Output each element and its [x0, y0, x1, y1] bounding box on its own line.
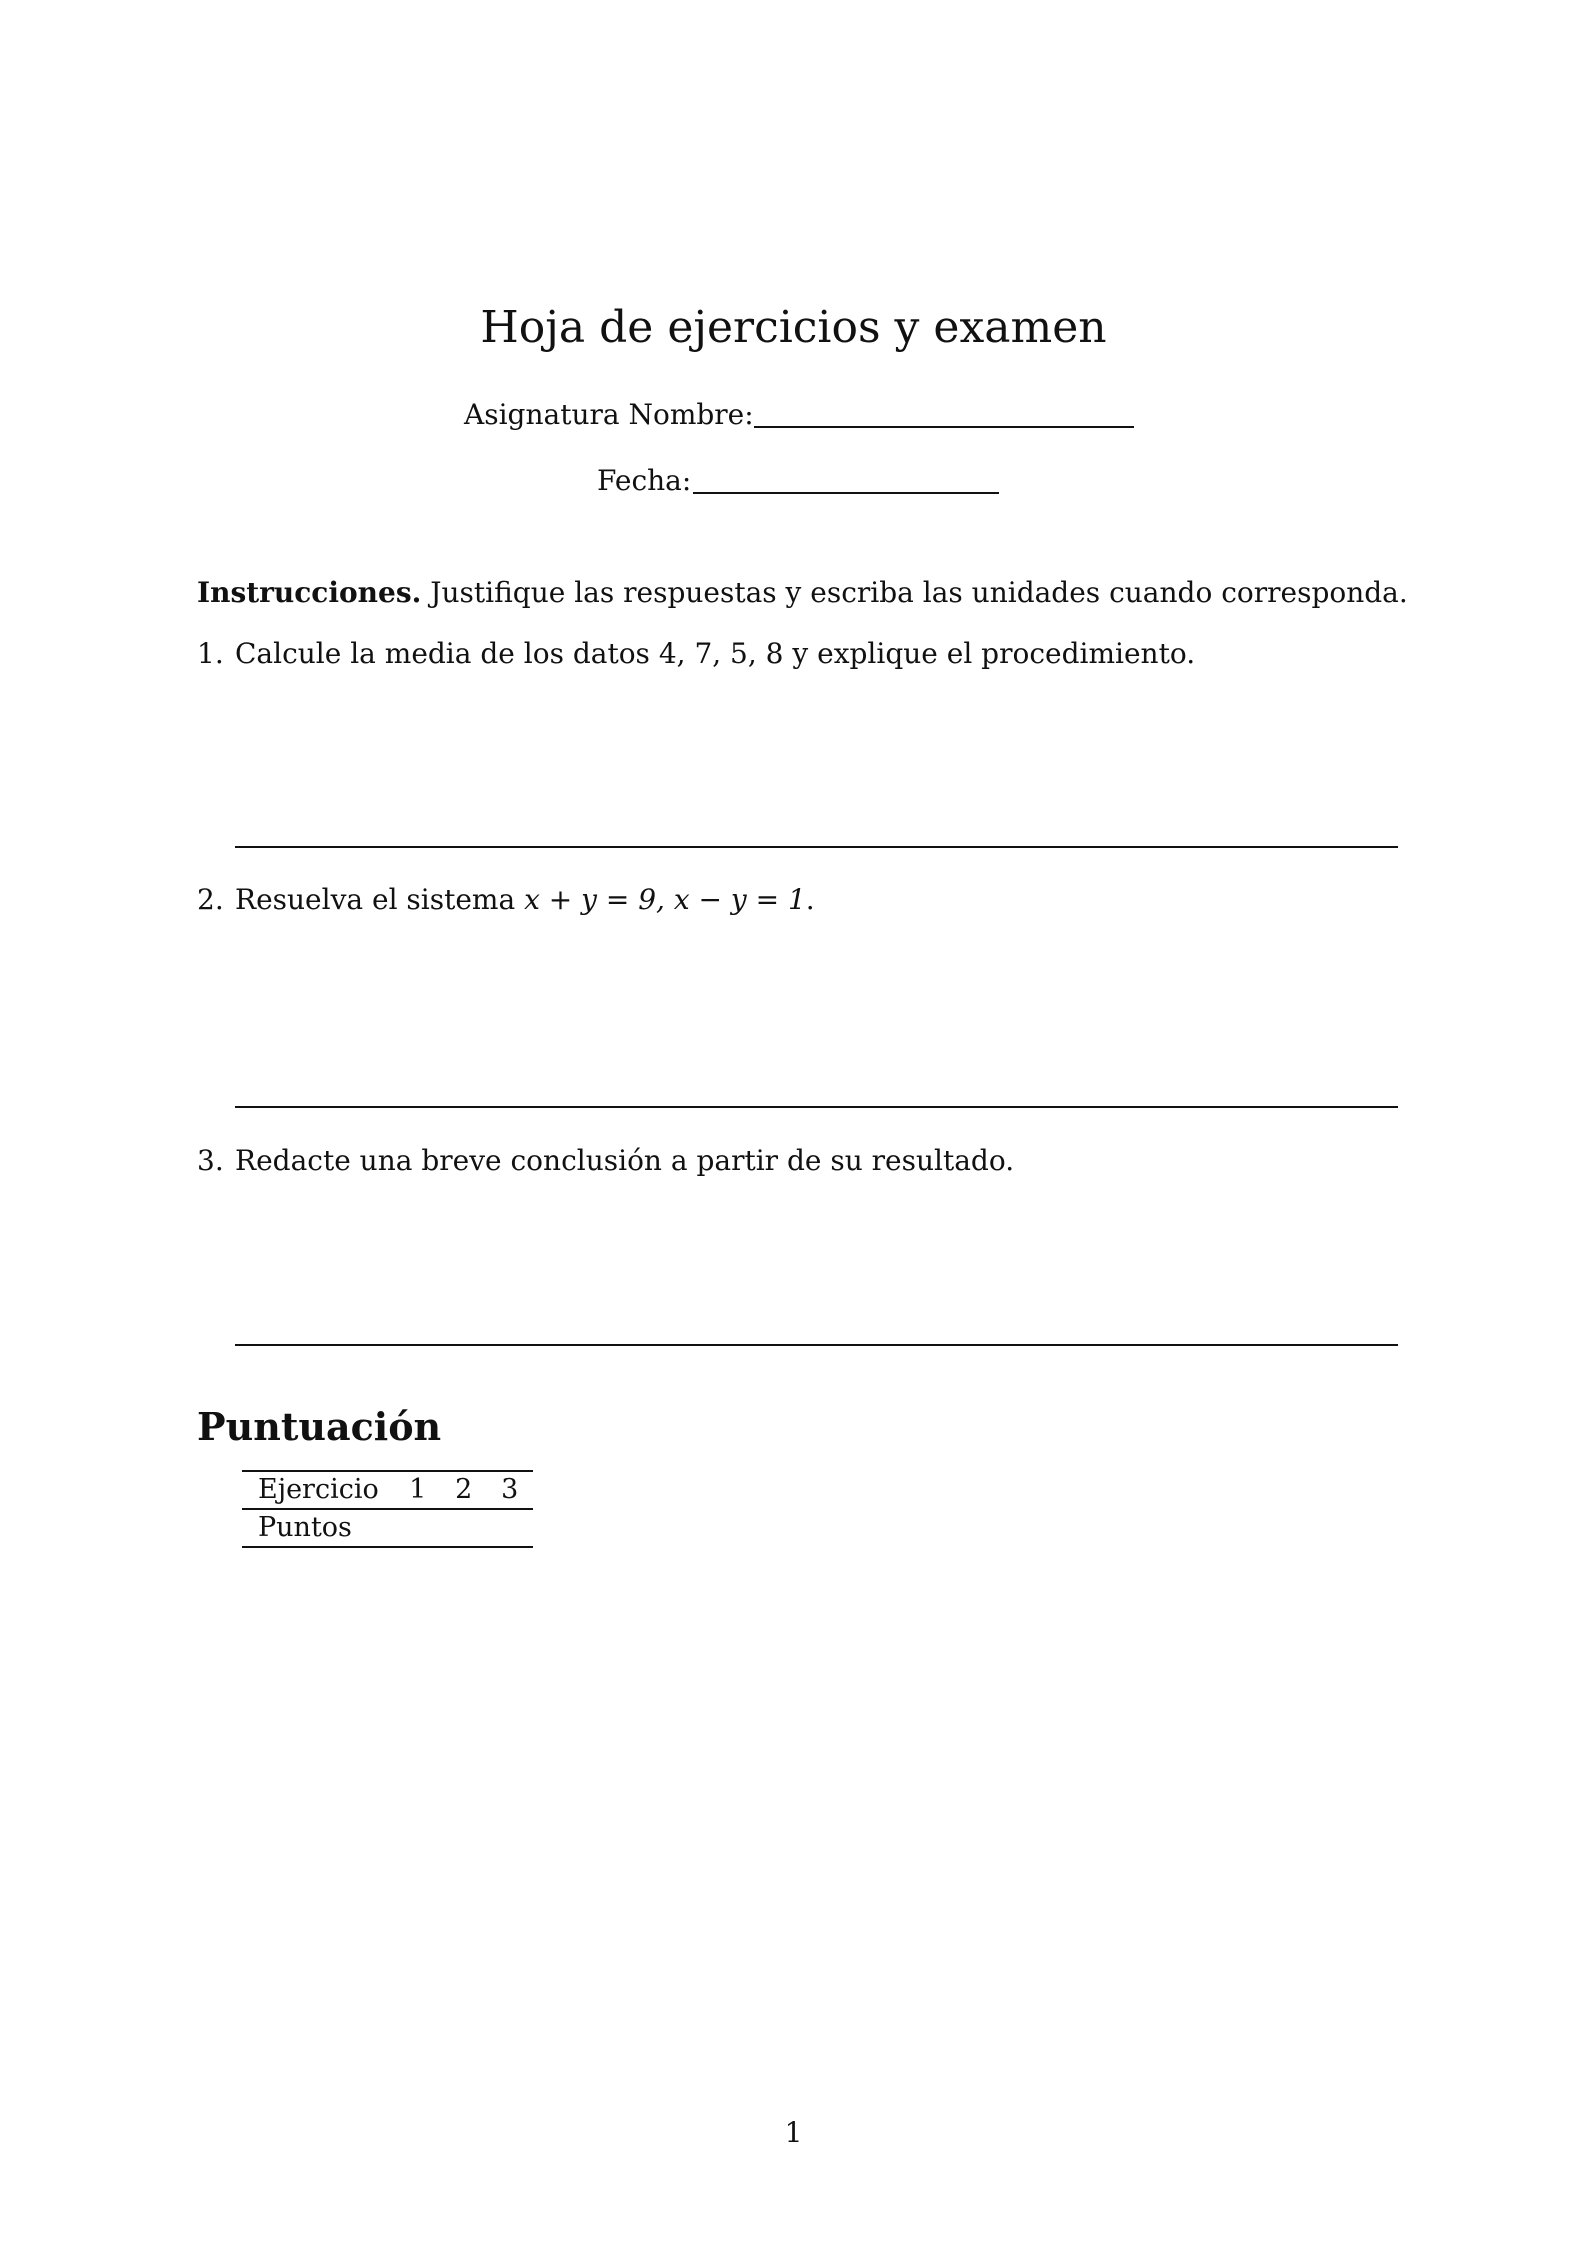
question-number: 1.	[197, 637, 224, 670]
answer-line-1[interactable]	[235, 846, 1398, 848]
score-table-header-row	[242, 1471, 533, 1509]
score-cell-1[interactable]	[395, 1509, 441, 1547]
instructions-text: Justifique las respuestas y escriba las unidades cuando corresponda.	[430, 576, 1408, 609]
question-3	[197, 1141, 1014, 1181]
question-text-end: y explique el procedimiento.	[783, 637, 1196, 670]
score-table-header-cell: Ejercicio	[242, 1471, 395, 1509]
question-text: Resuelva el sistema	[235, 883, 525, 916]
question-text-end: .	[805, 883, 815, 916]
instructions	[197, 573, 1408, 613]
question-math: 4, 7, 5, 8	[658, 637, 784, 670]
score-table-row-label: Puntos	[242, 1509, 395, 1547]
score-table	[242, 1470, 533, 1548]
question-number: 2.	[197, 883, 224, 916]
score-table-row	[242, 1509, 533, 1547]
score-table-header-cell: 2	[441, 1471, 487, 1509]
page-number: 1	[784, 2116, 803, 2149]
score-table-header-cell: 1	[395, 1471, 441, 1509]
page-title: Hoja de ejercicios y examen	[480, 302, 1107, 353]
subject-name-field	[464, 395, 754, 435]
score-cell-2[interactable]	[441, 1509, 487, 1547]
date-label: Fecha:	[597, 464, 692, 497]
question-math: x + y = 9, x − y = 1	[524, 883, 806, 916]
question-text: Calcule la media de los datos	[235, 637, 659, 670]
subject-name-label: Asignatura Nombre:	[464, 398, 754, 431]
question-2	[197, 880, 815, 920]
date-field	[597, 461, 691, 501]
answer-line-2[interactable]	[235, 1106, 1398, 1108]
instructions-label: Instrucciones.	[197, 576, 422, 609]
date-blank[interactable]	[693, 492, 999, 494]
subject-name-blank[interactable]	[754, 426, 1134, 428]
scoring-title: Puntuación	[197, 1404, 442, 1449]
question-text: Redacte una breve conclusión a partir de su resultado.	[235, 1144, 1015, 1177]
score-table-header-cell: 3	[487, 1471, 533, 1509]
question-1	[197, 634, 1195, 674]
answer-line-3[interactable]	[235, 1344, 1398, 1346]
question-number: 3.	[197, 1144, 224, 1177]
score-cell-3[interactable]	[487, 1509, 533, 1547]
